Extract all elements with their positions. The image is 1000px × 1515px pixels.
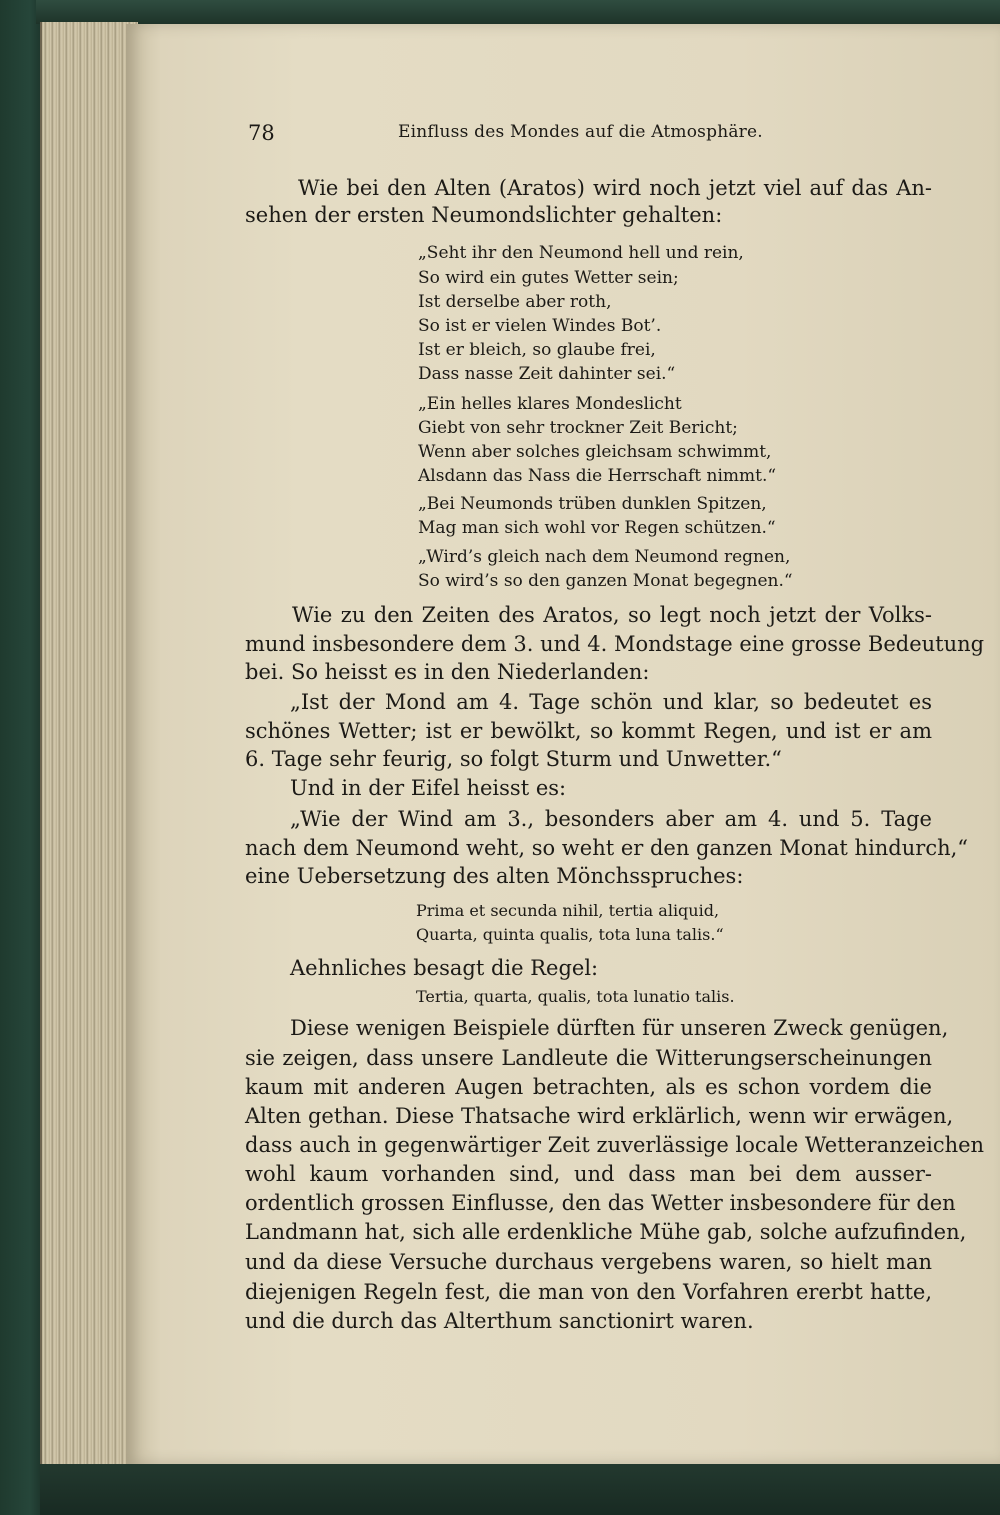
text-line: „Wie der Wind am 3., besonders aber am 4. und 5. Tage [290, 807, 932, 831]
verse-line: „Wird’s gleich nach dem Neumond regnen, [418, 547, 791, 567]
text-line: Alten gethan. Diese Thatsache wird erklärlich, wenn wir erwägen, [245, 1104, 954, 1128]
text-line: und da diese Versuche durchaus vergebens waren, so hielt man [245, 1250, 932, 1274]
text-line: mund insbesondere dem 3. und 4. Mondstage eine grosse Bedeutung [245, 632, 985, 656]
verse-line: Ist er bleich, so glaube frei, [418, 340, 656, 360]
text-line: und die durch das Alterthum sanctionirt waren. [245, 1309, 754, 1333]
text-line: Wie zu den Zeiten des Aratos, so legt noch jetzt der Volks- [292, 603, 932, 627]
latin-line: Quarta, quinta qualis, tota luna talis.“ [416, 925, 724, 944]
book-page [126, 24, 1000, 1464]
running-head: Einfluss des Mondes auf die Atmosphäre. [398, 122, 763, 142]
page-number: 78 [248, 121, 275, 145]
verse-line: „Bei Neumonds trüben dunklen Spitzen, [418, 494, 767, 514]
text-line: sie zeigen, dass unsere Landleute die Witterungserscheinungen [245, 1046, 932, 1070]
verse-line: Wenn aber solches gleichsam schwimmt, [418, 442, 772, 462]
text-line: 6. Tage sehr feurig, so folgt Sturm und Unwetter.“ [245, 747, 782, 771]
cover-bottom-edge [40, 1464, 1000, 1515]
latin-line: Prima et secunda nihil, tertia aliquid, [416, 901, 720, 920]
verse-line: So ist er vielen Windes Bot’. [418, 316, 662, 336]
cover-top-edge [36, 0, 1000, 24]
verse-line: Alsdann das Nass die Herrschaft nimmt.“ [418, 466, 777, 486]
text-line: Und in der Eifel heisst es: [290, 776, 567, 800]
verse-line: Ist derselbe aber roth, [418, 292, 612, 312]
text-line: Wie bei den Alten (Aratos) wird noch jetzt viel auf das An- [298, 176, 932, 200]
verse-line: Dass nasse Zeit dahinter sei.“ [418, 364, 676, 384]
verse-line: „Ein helles klares Mondeslicht [418, 394, 682, 414]
verse-line: So wird ein gutes Wetter sein; [418, 268, 679, 288]
text-line: wohl kaum vorhanden sind, und dass man bei dem ausser- [245, 1162, 932, 1186]
text-line: eine Uebersetzung des alten Mönchsspruches: [245, 864, 744, 888]
verse-line: Giebt von sehr trockner Zeit Bericht; [418, 418, 738, 438]
text-line: ordentlich grossen Einflusse, den das Wetter insbesondere für den [245, 1191, 956, 1215]
text-line: Aehnliches besagt die Regel: [290, 956, 599, 980]
text-line: bei. So heisst es in den Niederlanden: [245, 660, 650, 684]
latin-line: Tertia, quarta, qualis, tota lunatio talis. [416, 987, 735, 1006]
text-line: nach dem Neumond weht, so weht er den ganzen Monat hindurch,“ [245, 836, 969, 860]
verse-line: „Seht ihr den Neumond hell und rein, [418, 243, 744, 263]
text-line: schönes Wetter; ist er bewölkt, so kommt Regen, und ist er am [245, 719, 932, 743]
verse-line: So wird’s so den ganzen Monat begegnen.“ [418, 571, 793, 591]
verse-line: Mag man sich wohl vor Regen schützen.“ [418, 518, 776, 538]
text-line: „Ist der Mond am 4. Tage schön und klar, so bedeutet es [290, 690, 932, 714]
text-line: Diese wenigen Beispiele dürften für unseren Zweck genügen, [290, 1016, 949, 1040]
text-line: dass auch in gegenwärtiger Zeit zuverlässige locale Wetteranzeichen [245, 1133, 985, 1157]
text-line: sehen der ersten Neumondslichter gehalten: [245, 203, 723, 227]
text-line: kaum mit anderen Augen betrachten, als es schon vordem die [245, 1075, 932, 1099]
text-line: Landmann hat, sich alle erdenkliche Mühe gab, solche aufzufinden, [245, 1220, 967, 1244]
page-edges [40, 22, 138, 1470]
text-line: diejenigen Regeln fest, die man von den Vorfahren ererbt hatte, [245, 1280, 932, 1304]
